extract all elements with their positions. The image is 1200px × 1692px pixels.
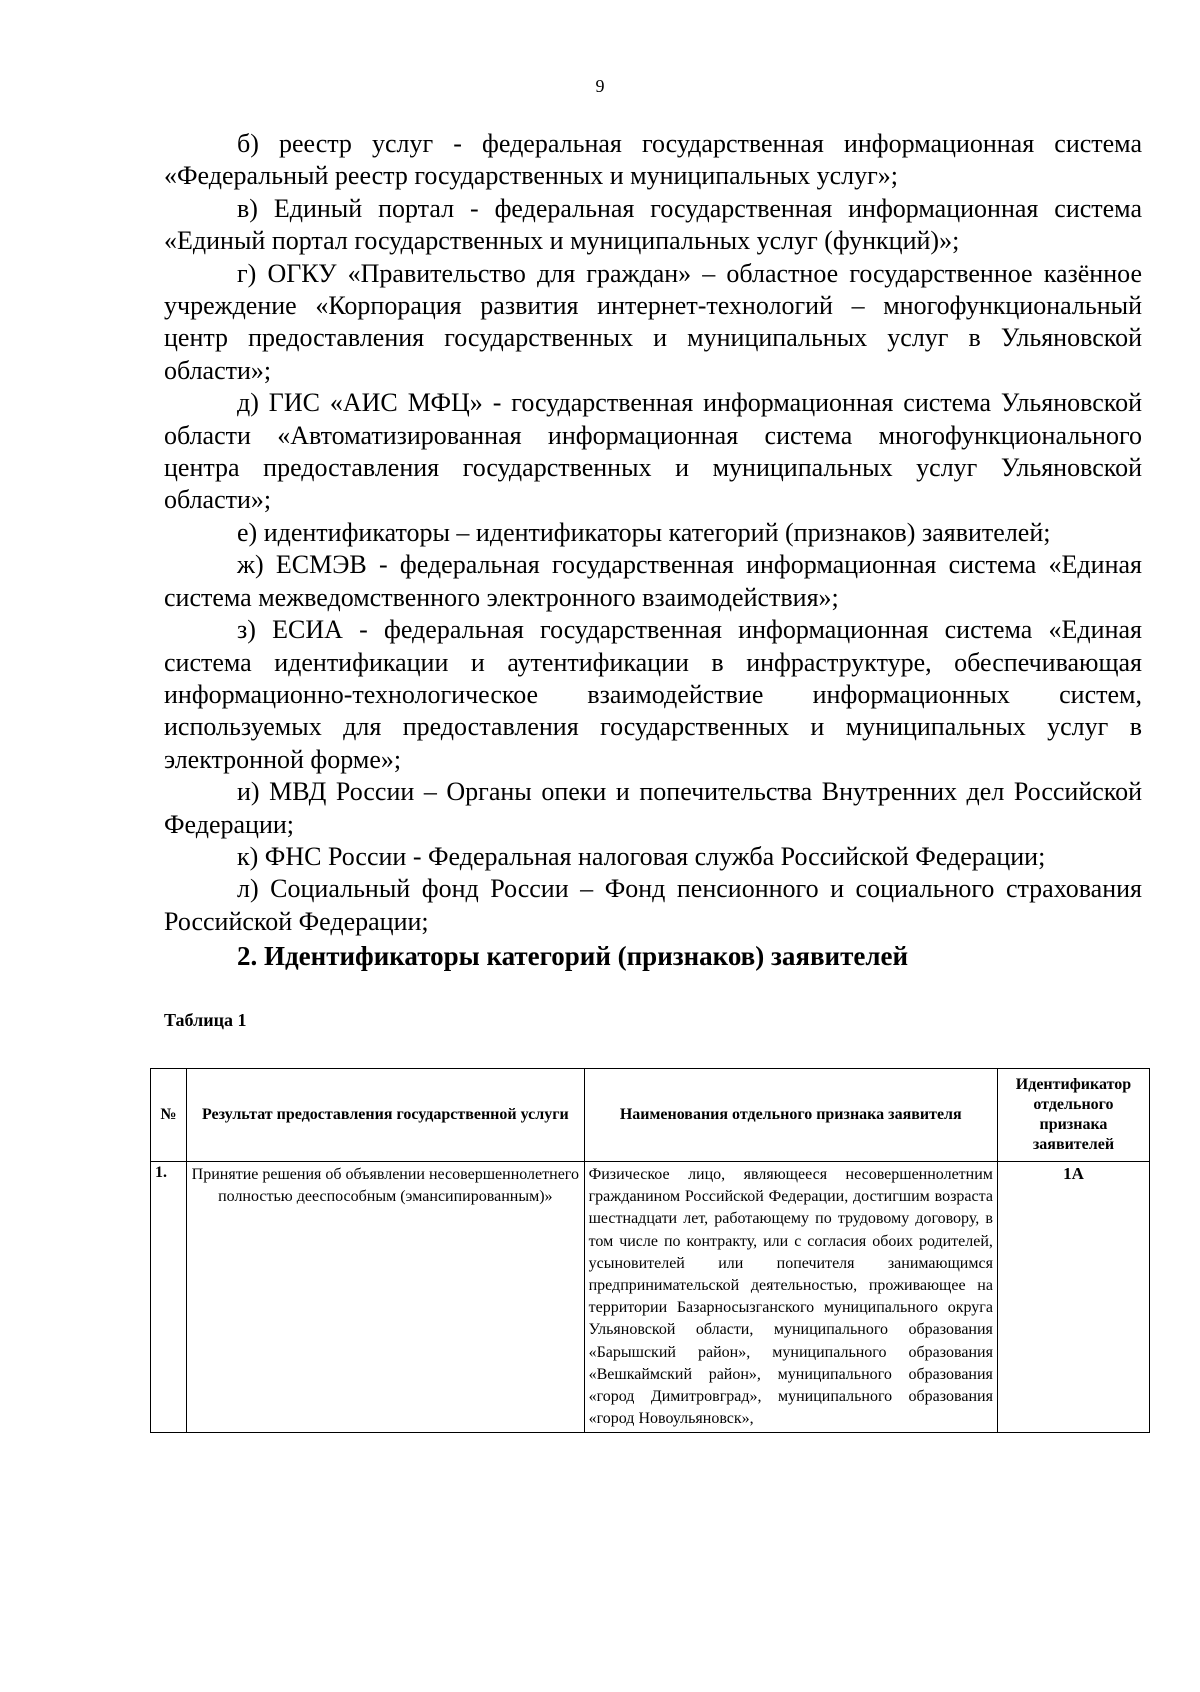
page-number: 9 [595, 76, 605, 96]
table-caption: Таблица 1 [164, 1010, 247, 1030]
definition-paragraph-v: в) Единый портал - федеральная государственная информационная система «Единый портал государственных и муниципальных услуг (функций)»; [164, 193, 1142, 256]
row-number: 1. [151, 1162, 187, 1433]
row-result: Принятие решения об объявлении несовершеннолетнего полностью дееспособным (эмансипированным)» [187, 1162, 585, 1433]
header-num: № [151, 1069, 187, 1162]
definition-paragraph-i: и) МВД России – Органы опеки и попечительства Внутренних дел Российской Федерации; [164, 777, 1142, 839]
definition-paragraph-b: б) реестр услуг - федеральная государственная информационная система «Федеральный реестр государственных и муниципальных услуг»; [164, 129, 1142, 191]
definition-paragraph-e: е) идентификаторы – идентификаторы категорий (признаков) заявителей; [237, 517, 1051, 547]
row-identifier: 1А [997, 1162, 1149, 1433]
row-attribute: Физическое лицо, являющееся несовершеннолетним гражданином Российской Федерации, достигшим возраста шестнадцати лет, работающему по трудовому договору, в том числе по контракту, или с согласия обоих родителей, усыновителей или попечителя занимающимся предпринимательской деятельностью, проживающее на территории Базарносызганского муниципального округа Ульяновской области, муниципального образования «Барышский район», муниципального образования «Вешкаймский район», муниципального образования «город Димитровград», муниципального образования «город Новоульяновск», [584, 1162, 997, 1433]
definition-paragraph-k: к) ФНС России - Федеральная налоговая служба Российской Федерации; [237, 841, 1046, 871]
identifiers-table [150, 1068, 1150, 1433]
definition-paragraph-zh: ж) ЕСМЭВ - федеральная государственная информационная система «Единая система межведомственного электронного взаимодействия»; [164, 550, 1142, 612]
header-result: Результат предоставления государственной услуги [187, 1069, 585, 1162]
definition-paragraph-l: л) Социальный фонд России – Фонд пенсионного и социального страхования Российской Федерации; [164, 874, 1142, 936]
document-body [164, 128, 1142, 973]
definition-paragraph-z: з) ЕСИА - федеральная государственная информационная система «Единая система идентификации и аутентификации в инфраструктуре, обеспечивающая информационно-технологическое взаимодействие информационных систем, используемых для предоставления государственных и муниципальных услуг в электронной форме»; [164, 615, 1142, 774]
definition-paragraph-g: г) ОГКУ «Правительство для граждан» – областное государственное казённое учреждение «Корпорация развития интернет-технологий – многофункциональный центр предоставления государственных и муниципальных услуг в Ульяновской области»; [164, 258, 1142, 385]
definition-paragraph-d: д) ГИС «АИС МФЦ» - государственная информационная система Ульяновской области «Автоматизированная информационная система многофункционального центра предоставления государственных и муниципальных услуг Ульяновской области»; [164, 388, 1142, 515]
header-attribute: Наименования отдельного признака заявителя [584, 1069, 997, 1162]
table-row [151, 1162, 1150, 1433]
header-identifier: Идентификатор отдельного признака заявителей [997, 1069, 1149, 1162]
section-heading: 2. Идентификаторы категорий (признаков) заявителей [237, 941, 909, 972]
table-header-row [151, 1069, 1150, 1162]
